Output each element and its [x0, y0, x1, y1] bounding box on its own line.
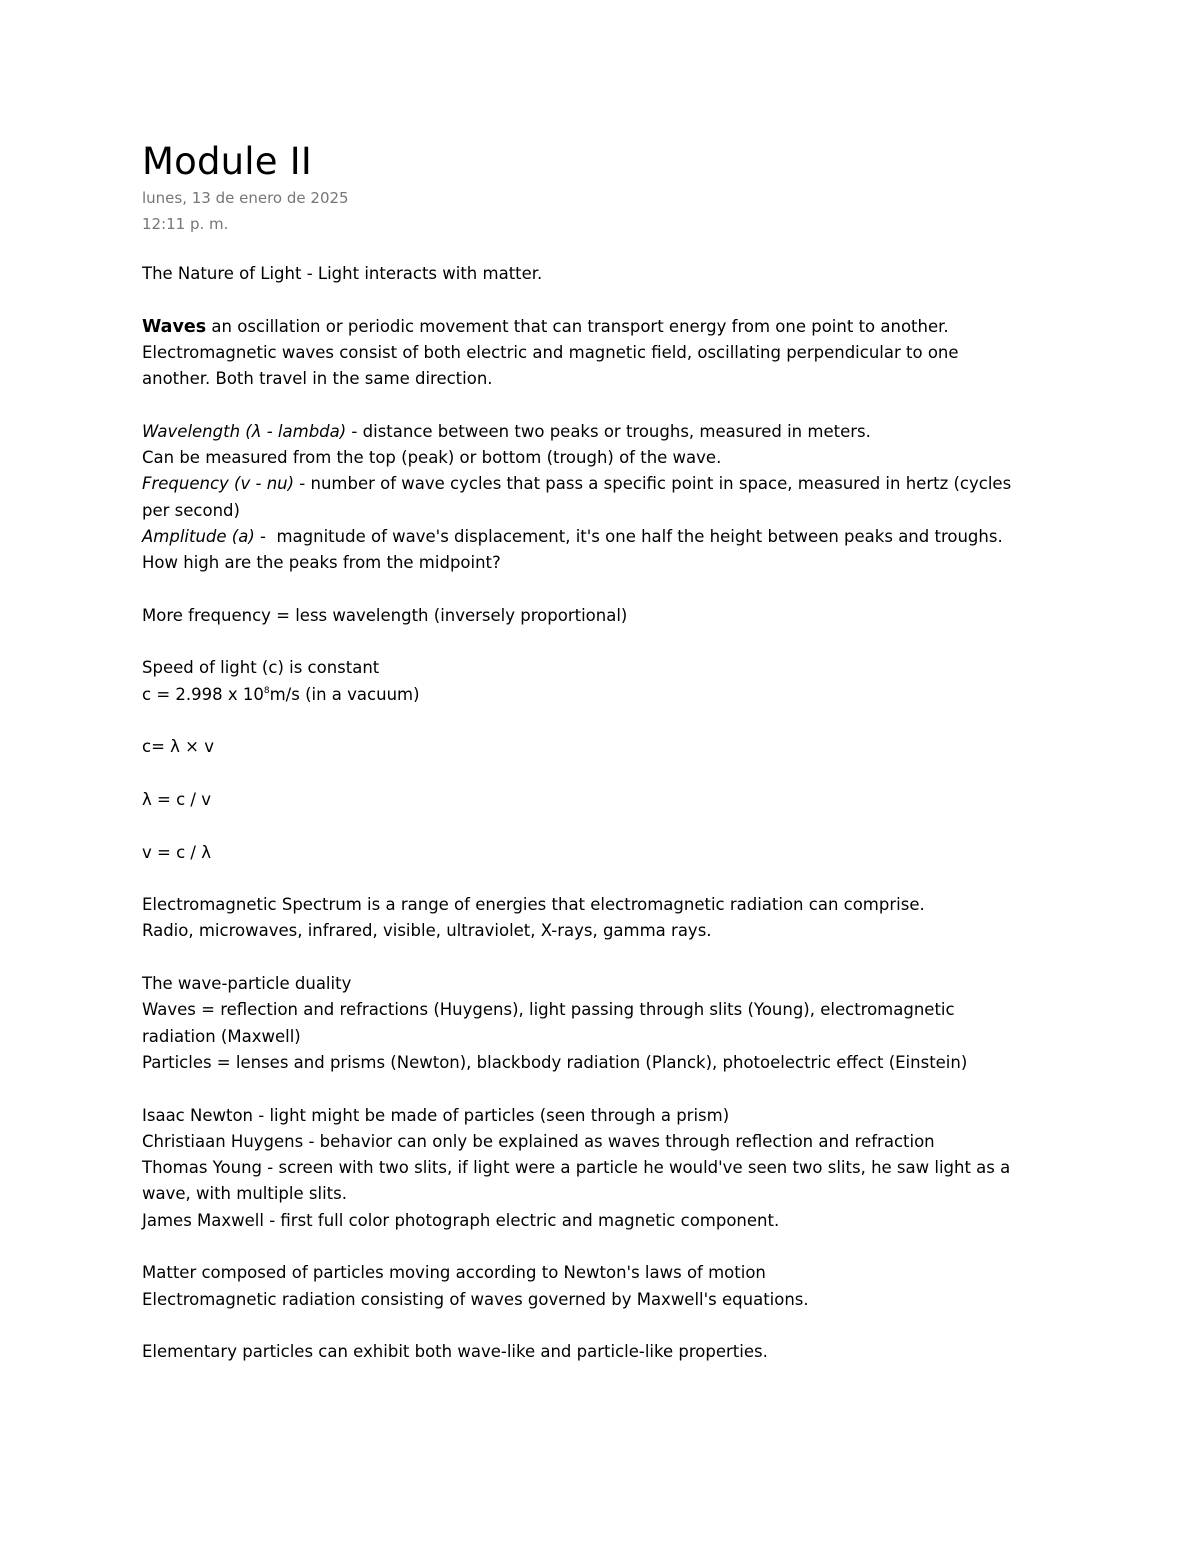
relation-line: More frequency = less wavelength (inversely proportional)	[142, 605, 628, 625]
scientist-newton: Isaac Newton - light might be made of particles (seen through a prism)	[142, 1105, 730, 1125]
matter-line-2: Electromagnetic radiation consisting of waves governed by Maxwell's equations.	[142, 1289, 809, 1309]
waves-line-2: Electromagnetic waves consist of both electric and magnetic field, oscillating perpendicular to one	[142, 342, 959, 362]
frequency-line-2: per second)	[142, 500, 240, 520]
amplitude-definition	[142, 524, 1082, 550]
speed-eq-suffix: m/s (in a vacuum)	[269, 684, 420, 704]
speed-eq-prefix: c = 2.998 x 10	[142, 684, 264, 704]
intro-line: The Nature of Light - Light interacts with matter.	[142, 264, 543, 283]
amplitude-definition-text: - magnitude of wave's displacement, it's one half the height between peaks and troughs.	[254, 526, 1003, 546]
wavelength-term: Wavelength (λ - lambda)	[142, 421, 347, 441]
scientist-young-2: wave, with multiple slits.	[142, 1184, 347, 1204]
page-date: lunes, 13 de enero de 2025	[142, 189, 349, 207]
waves-definition-text: an oscillation or periodic movement that can transport energy from one point to another.	[206, 316, 949, 336]
frequency-definition	[142, 471, 1082, 497]
frequency-term: Frequency (v - nu)	[142, 474, 295, 494]
duality-heading: The wave-particle duality	[142, 974, 352, 994]
formula-v: v = c / λ	[142, 842, 211, 862]
wavelength-note: Can be measured from the top (peak) or bottom (trough) of the wave.	[142, 448, 722, 468]
wavelength-definition-text: - distance between two peaks or troughs, measured in meters.	[346, 421, 871, 441]
amplitude-line-2: How high are the peaks from the midpoint?	[142, 553, 501, 573]
frequency-definition-text: - number of wave cycles that pass a specific point in space, measured in hertz (cycles	[294, 474, 1012, 494]
spectrum-line-2: Radio, microwaves, infrared, visible, ultraviolet, X-rays, gamma rays.	[142, 921, 712, 941]
waves-line-3: another. Both travel in the same direction.	[142, 369, 493, 389]
waves-definition	[142, 314, 1082, 340]
duality-waves-2: radiation (Maxwell)	[142, 1026, 301, 1046]
note-page	[142, 139, 1082, 1365]
speed-equation	[142, 682, 1082, 708]
spectrum-line-1: Electromagnetic Spectrum is a range of energies that electromagnetic radiation can comprise.	[142, 895, 925, 915]
scientist-huygens: Christiaan Huygens - behavior can only be explained as waves through reflection and refraction	[142, 1131, 935, 1151]
scientist-young-1: Thomas Young - screen with two slits, if light were a particle he would've seen two slits, he saw light as a	[142, 1158, 1011, 1178]
formula-lambda: λ = c / v	[142, 789, 211, 809]
duality-particles: Particles = lenses and prisms (Newton), blackbody radiation (Planck), photoelectric effect (Einstein)	[142, 1052, 968, 1072]
page-title: Module II	[142, 140, 312, 183]
formula-c: c= λ × v	[142, 737, 214, 757]
speed-eq-exponent: 8	[263, 685, 270, 696]
speed-line: Speed of light (c) is constant	[142, 658, 380, 678]
note-body	[142, 261, 1082, 1365]
scientist-maxwell: James Maxwell - first full color photograph electric and magnetic component.	[142, 1210, 780, 1230]
amplitude-term: Amplitude (a)	[142, 526, 255, 546]
conclusion-line: Elementary particles can exhibit both wave-like and particle-like properties.	[142, 1342, 768, 1362]
waves-term: Waves	[142, 316, 207, 337]
duality-waves-1: Waves = reflection and refractions (Huygens), light passing through slits (Young), electromagnetic	[142, 1000, 955, 1020]
wavelength-definition	[142, 419, 1082, 445]
matter-line-1: Matter composed of particles moving according to Newton's laws of motion	[142, 1263, 766, 1283]
page-time: 12:11 p. m.	[142, 215, 229, 233]
